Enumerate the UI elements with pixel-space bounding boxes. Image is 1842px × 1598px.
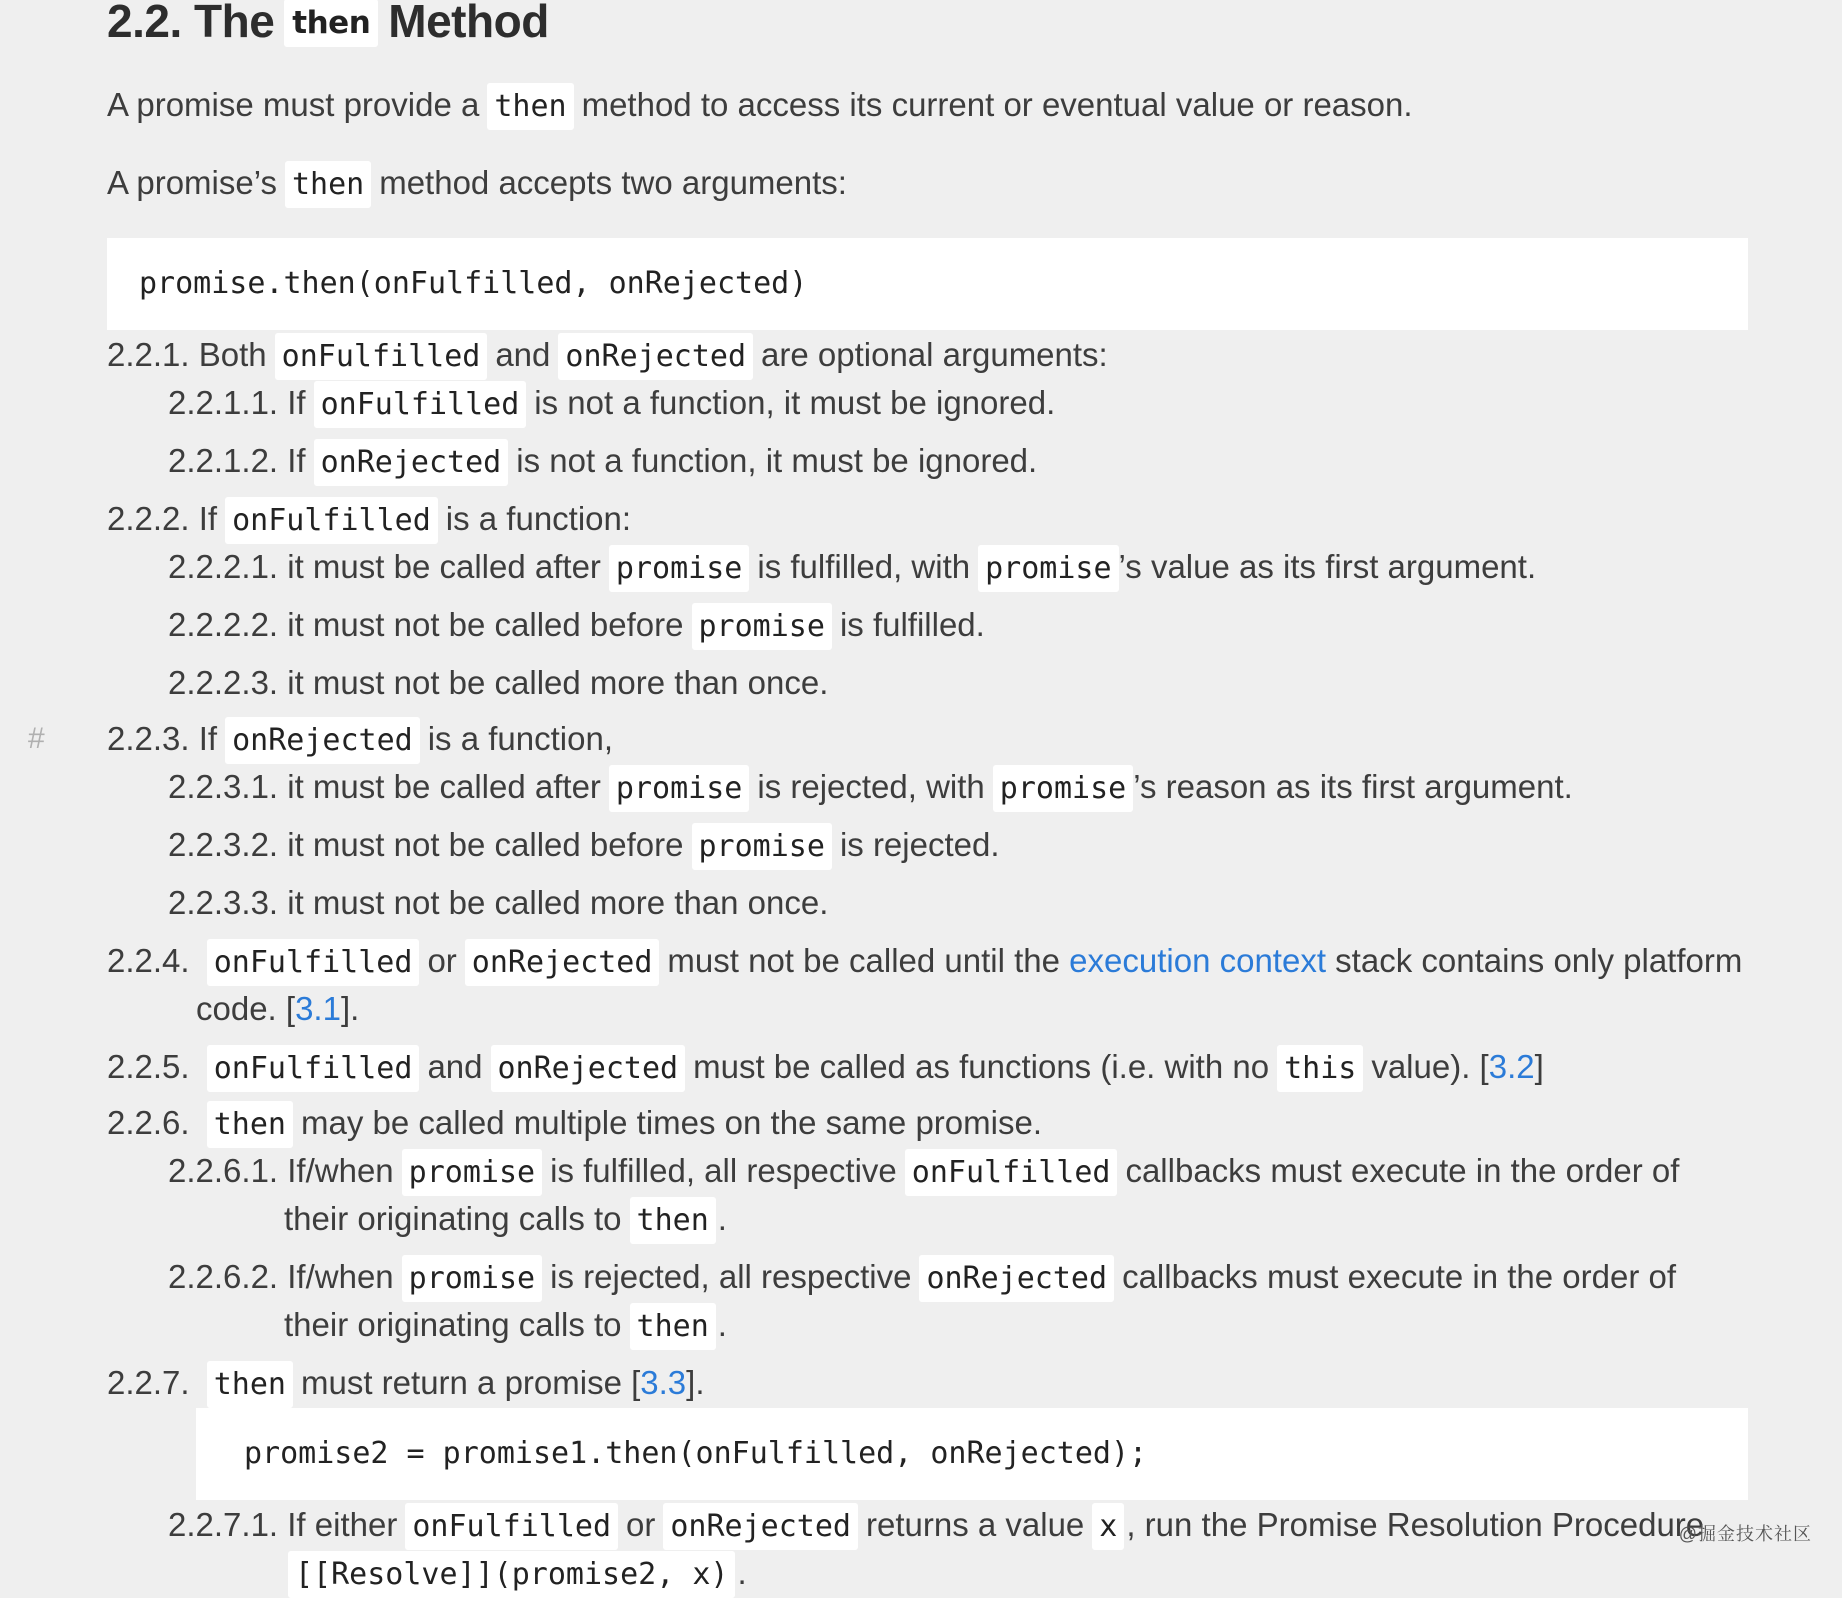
inline-code: [[Resolve]](promise2, x) [288,1551,735,1598]
list-item-2-2-3-1: 2.2.3.1. it must be called after promise is rejected, with promise ’s reason as its first argument. [168,767,1573,809]
inline-code: this [1277,1045,1363,1092]
inline-code: then [487,83,573,130]
inline-code: onRejected [225,717,420,764]
ref-link-3-1[interactable]: 3.1 [295,990,341,1027]
inline-code: x [1092,1503,1124,1550]
list-item-2-2-7: 2.2.7. then must return a promise [3.3]. [107,1363,705,1405]
inline-code: onFulfilled [314,381,527,428]
inline-code: promise [692,603,832,650]
inline-code: onFulfilled [207,1045,420,1092]
link-execution-context[interactable]: execution context [1069,942,1326,979]
inline-code: then [630,1303,716,1350]
inline-code: promise [692,823,832,870]
list-item-2-2-4: 2.2.4. onFulfilled or onRejected must not be called until the execution context stack contains only platform [107,941,1742,983]
list-item-2-2-7-1: 2.2.7.1. If either onFulfilled or onRejected returns a value x , run the Promise Resolution Procedure [168,1505,1704,1547]
intro-paragraph-2: A promise’s then method accepts two arguments: [107,164,847,202]
inline-code: onFulfilled [207,939,420,986]
inline-code: onRejected [663,1503,858,1550]
list-item-2-2-1-1: 2.2.1.1. If onFulfilled is not a function, it must be ignored. [168,383,1055,425]
list-item-2-2-6-1: 2.2.6.1. If/when promise is fulfilled, all respective onFulfilled callbacks must execute in the order of [168,1151,1679,1193]
watermark: @掘金技术社区 [1678,1524,1812,1544]
inline-code: onFulfilled [405,1503,618,1550]
inline-code: onRejected [491,1045,686,1092]
inline-code: promise [402,1255,542,1302]
list-item-2-2-3: 2.2.3. If onRejected is a function, [107,719,613,761]
inline-code: promise [402,1149,542,1196]
code-block-promise2: promise2 = promise1.then(onFulfilled, onRejected); [196,1408,1748,1500]
ref-link-3-2[interactable]: 3.2 [1488,1048,1535,1085]
list-item-2-2-2: 2.2.2. If onFulfilled is a function: [107,499,631,541]
inline-code: then [285,161,371,208]
list-item-2-2-2-2: 2.2.2.2. it must not be called before promise is fulfilled. [168,605,985,647]
list-item-2-2-2-3: 2.2.2.3. it must not be called more than once. [168,664,829,701]
inline-code: onRejected [919,1255,1114,1302]
inline-code: onFulfilled [275,333,488,380]
inline-code: onFulfilled [905,1149,1118,1196]
list-item-2-2-6-1-continued: their originating calls to then . [284,1199,727,1241]
list-item-2-2-2-1: 2.2.2.1. it must be called after promise is fulfilled, with promise ’s value as its first argument. [168,547,1536,589]
inline-code: promise [993,765,1133,812]
list-item-2-2-4-continued: code. [3.1]. [196,990,360,1027]
list-item-2-2-6: 2.2.6. then may be called multiple times on the same promise. [107,1103,1042,1145]
inline-code: promise [609,545,749,592]
list-item-2-2-1-2: 2.2.1.2. If onRejected is not a function, it must be ignored. [168,441,1037,483]
inline-code: then [630,1197,716,1244]
inline-code: then [207,1361,293,1408]
list-item-2-2-6-2-continued: their originating calls to then . [284,1305,727,1347]
inline-code: onRejected [558,333,753,380]
list-item-2-2-3-3: 2.2.3.3. it must not be called more than once. [168,884,829,921]
list-item-2-2-6-2: 2.2.6.2. If/when promise is rejected, all respective onRejected callbacks must execute in the order of [168,1257,1676,1299]
intro-paragraph-1: A promise must provide a then method to access its current or eventual value or reason. [107,86,1413,124]
list-item-2-2-7-1-continued: [[Resolve]](promise2, x) . [284,1553,747,1595]
section-heading: 2.2. The then Method [107,0,549,47]
code-block-then-signature: promise.then(onFulfilled, onRejected) [107,238,1748,330]
inline-code: onRejected [314,439,509,486]
list-item-2-2-3-2: 2.2.3.2. it must not be called before promise is rejected. [168,825,1000,867]
ref-link-3-3[interactable]: 3.3 [640,1364,687,1401]
inline-code: then [207,1101,293,1148]
section-anchor-link[interactable]: # [28,722,45,755]
list-item-2-2-5: 2.2.5. onFulfilled and onRejected must be called as functions (i.e. with no this value). [3.2] [107,1047,1544,1089]
inline-code: onRejected [465,939,660,986]
inline-code: promise [609,765,749,812]
inline-code: onFulfilled [225,497,438,544]
list-item-2-2-1: 2.2.1. Both onFulfilled and onRejected are optional arguments: [107,335,1108,377]
heading-code-then: then [284,0,378,47]
inline-code: promise [978,545,1118,592]
